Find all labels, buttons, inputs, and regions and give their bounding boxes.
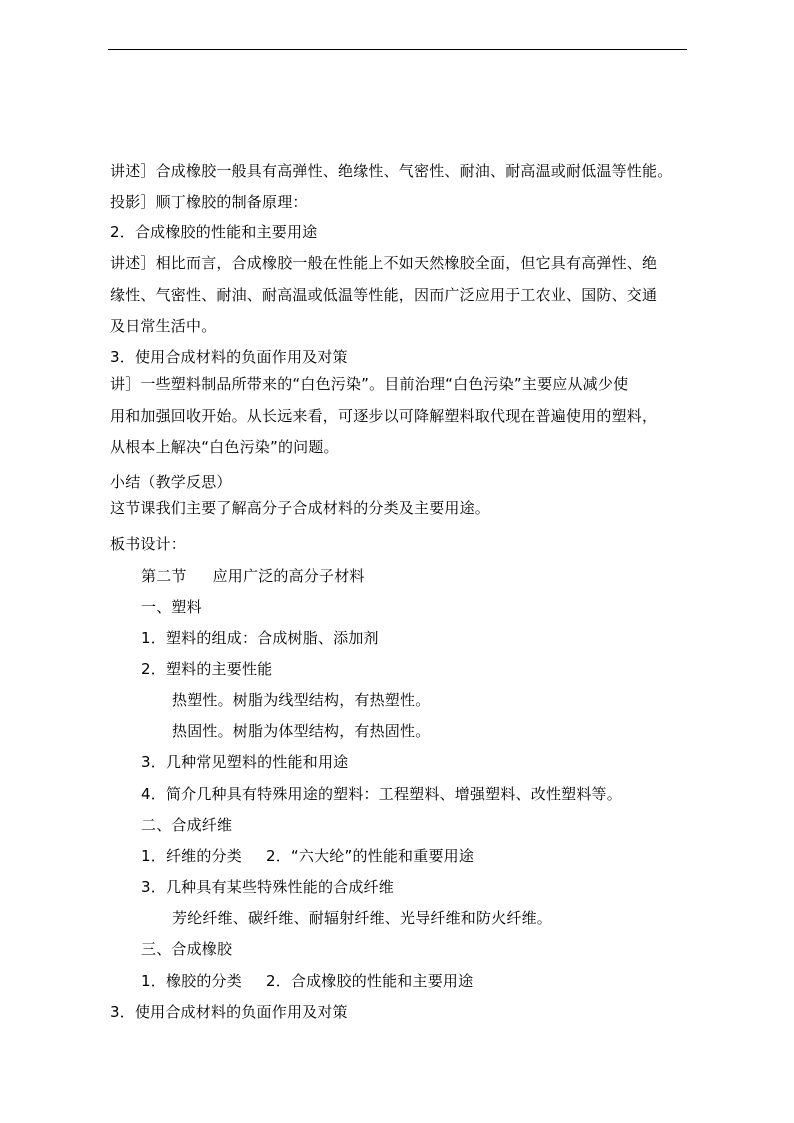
- summary-heading: 小结（教学反思）: [110, 473, 232, 491]
- board-line: 1．塑料的组成：合成树脂、添加剂: [141, 629, 379, 647]
- text-line: 缘性、气密性、耐油、耐高温或低温等性能，因而广泛应用于工农业、国防、交通: [110, 286, 658, 304]
- board-item: 2．合成橡胶的性能和主要用途: [265, 972, 474, 990]
- board-line: 热塑性。树脂为线型结构，有热塑性。: [172, 691, 431, 709]
- board-line: [141, 971, 473, 991]
- board-line: 2．塑料的主要性能: [141, 660, 273, 678]
- text-line: 投影］顺丁橡胶的制备原理：: [110, 193, 308, 211]
- board-line: 3．几种常见塑料的性能和用途: [141, 753, 349, 771]
- board-section-title: [141, 566, 365, 586]
- board-item: 1．橡胶的分类: [141, 972, 242, 990]
- board-item: 2．“六大纶”的性能和重要用途: [265, 847, 475, 865]
- board-line: [141, 846, 474, 866]
- text-line: 及日常生活中。: [110, 317, 217, 335]
- text-line: 讲述］合成橡胶一般具有高弹性、绝缘性、气密性、耐油、耐高温或耐低温等性能。: [110, 162, 673, 180]
- text-line: 这节课我们主要了解高分子合成材料的分类及主要用途。: [110, 499, 491, 517]
- heading-line: 3．使用合成材料的负面作用及对策: [110, 348, 348, 366]
- heading-line: 2．合成橡胶的性能和主要用途: [110, 223, 318, 241]
- board-line: 热固性。树脂为体型结构，有热固性。: [172, 722, 431, 740]
- board-line: 一、塑料: [141, 598, 202, 616]
- board-item: 1．纤维的分类: [141, 847, 242, 865]
- board-line: 3．使用合成材料的负面作用及对策: [110, 1003, 348, 1021]
- board-line: 4．简介几种具有特殊用途的塑料：工程塑料、增强塑料、改性塑料等。: [141, 785, 622, 803]
- board-line: 二、合成纤维: [141, 816, 233, 834]
- header-rule: [108, 49, 687, 50]
- board-line: 芳纶纤维、碳纤维、耐辐射纤维、光导纤维和防火纤维。: [172, 909, 553, 927]
- section-number: 第二节: [141, 567, 187, 585]
- text-line: 用和加强回收开始。从长远来看，可逐步以可降解塑料取代现在普遍使用的塑料，: [110, 407, 658, 425]
- board-line: 3．几种具有某些特殊性能的合成纤维: [141, 878, 394, 896]
- board-line: 三、合成橡胶: [141, 940, 233, 958]
- text-line: 讲述］相比而言，合成橡胶一般在性能上不如天然橡胶全面，但它具有高弹性、绝: [110, 254, 658, 272]
- text-line: 讲］一些塑料制品所带来的“白色污染”。目前治理“白色污染”主要应从减少使: [110, 375, 629, 393]
- section-name: 应用广泛的高分子材料: [212, 567, 365, 585]
- text-line: 从根本上解决“白色污染”的问题。: [110, 438, 339, 456]
- board-design-label: 板书设计：: [110, 535, 187, 553]
